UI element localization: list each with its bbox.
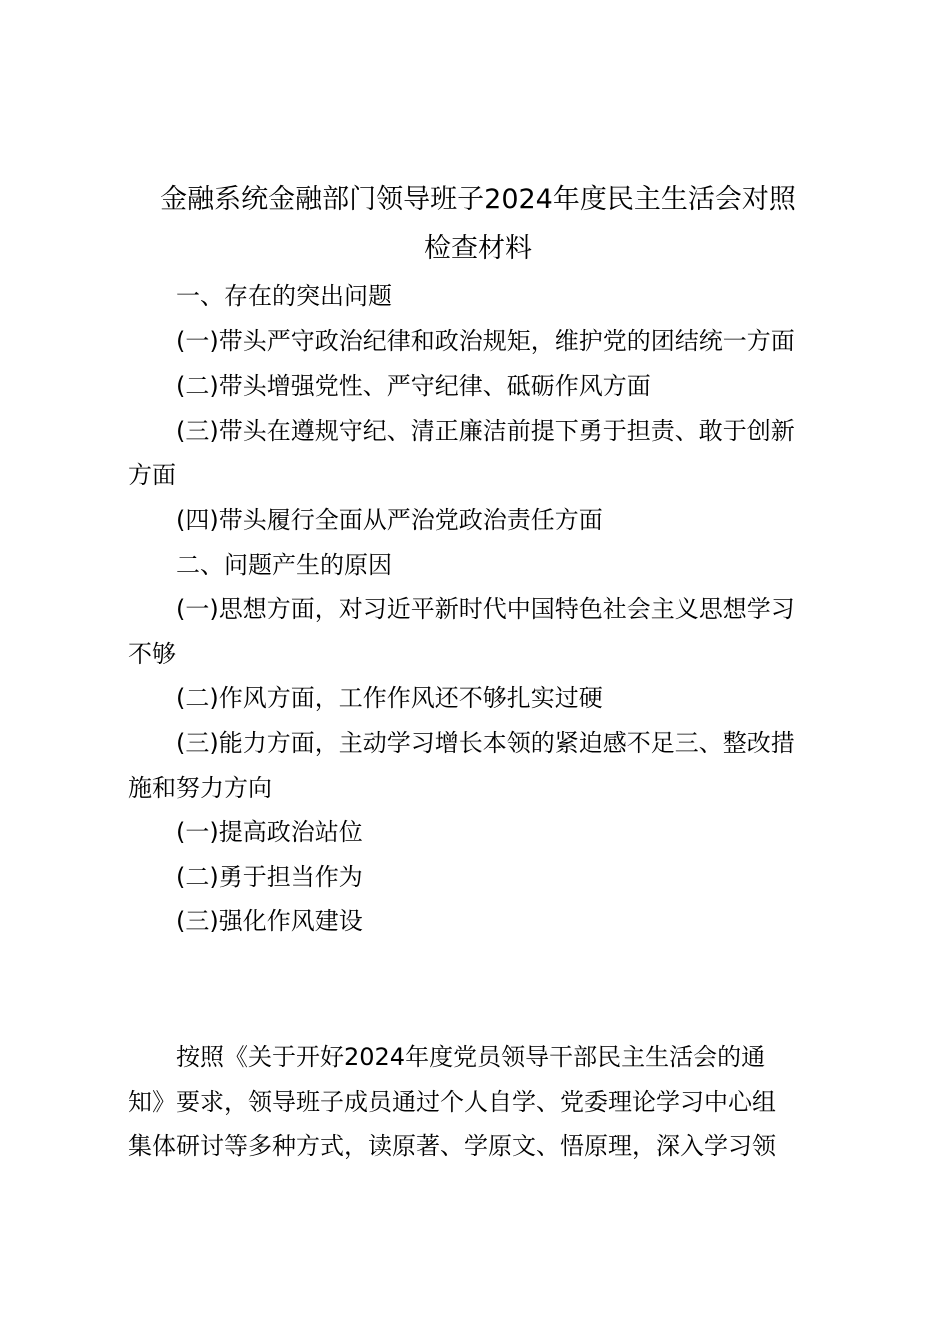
list-item: (三)带头在遵规守纪、清正廉洁前提下勇于担责、敢于创新 bbox=[176, 417, 795, 445]
document-title-line-2: 检查材料 bbox=[424, 233, 532, 264]
list-item-continuation: 施和努力方向 bbox=[128, 774, 272, 802]
list-item: (四)带头履行全面从严治党政治责任方面 bbox=[176, 506, 603, 534]
list-item: (二)带头增强党性、严守纪律、砥砺作风方面 bbox=[176, 372, 651, 400]
body-paragraph-line: 集体研讨等多种方式，读原著、学原文、悟原理，深入学习领 bbox=[128, 1132, 776, 1160]
list-item-continuation: 不够 bbox=[128, 640, 176, 668]
list-item: (二)勇于担当作为 bbox=[176, 863, 363, 891]
body-paragraph-line: 知》要求，领导班子成员通过个人自学、党委理论学习中心组 bbox=[128, 1088, 776, 1116]
list-item-continuation: 方面 bbox=[128, 461, 176, 489]
list-item: (一)提高政治站位 bbox=[176, 818, 363, 846]
document-title-line-1: 金融系统金融部门领导班子2024年度民主生活会对照 bbox=[160, 184, 796, 215]
list-item: (三)能力方面，主动学习增长本领的紧迫感不足三、整改措 bbox=[176, 729, 795, 757]
section-heading-causes: 二、问题产生的原因 bbox=[176, 551, 392, 579]
list-item: (一)思想方面，对习近平新时代中国特色社会主义思想学习 bbox=[176, 595, 795, 623]
list-item: (一)带头严守政治纪律和政治规矩，维护党的团结统一方面 bbox=[176, 327, 795, 355]
list-item: (三)强化作风建设 bbox=[176, 907, 363, 935]
section-heading-problems: 一、存在的突出问题 bbox=[176, 282, 392, 310]
body-paragraph-line: 按照《关于开好2024年度党员领导干部民主生活会的通 bbox=[176, 1043, 766, 1071]
list-item: (二)作风方面，工作作风还不够扎实过硬 bbox=[176, 684, 603, 712]
